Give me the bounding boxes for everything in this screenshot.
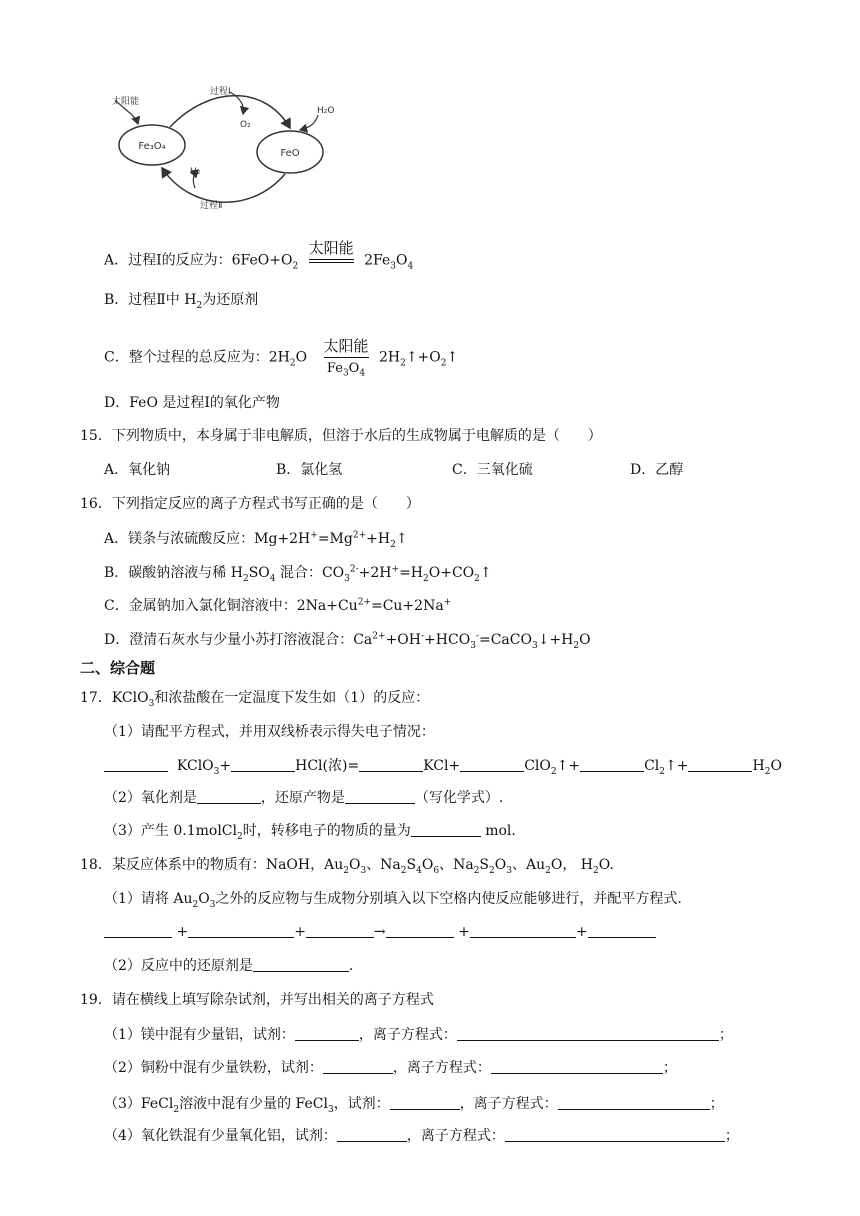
q19-i4-text: （4）氧化铁混有少量氧化铝，试剂： bbox=[104, 1128, 337, 1144]
q14-a-product: 2Fe bbox=[364, 252, 391, 269]
q16-c-text: C．金属钠加入氯化铜溶液中：2Na+Cu bbox=[104, 598, 358, 614]
q18-stem-text: 18．某反应体系中的物质有：NaOH，Au bbox=[80, 857, 344, 873]
solar-label: 太阳能 bbox=[112, 97, 140, 107]
q19-ion-label-2: ，离子方程式： bbox=[392, 1060, 491, 1076]
q17-stem-post: 和浓盐酸在一定温度下发生如（1）的反应： bbox=[154, 690, 430, 706]
q19-reagent-1[interactable] bbox=[295, 1026, 359, 1041]
q19-ion-label-4: ，离子方程式： bbox=[406, 1128, 505, 1144]
q19-i3-mid: 溶液中混有少量的 FeCl bbox=[179, 1096, 328, 1112]
q19-item-1: （1）镁中混有少量铝，试剂： ，离子方程式： ； bbox=[104, 1027, 733, 1043]
q15-option-a: A．氧化钠 bbox=[104, 462, 171, 478]
q17-stem-pre: 17．KClO bbox=[80, 690, 149, 706]
q14-c-product: 2H bbox=[378, 349, 401, 366]
h2o-label: H₂O bbox=[317, 106, 335, 116]
q14-d-text: D．FeO 是过程Ⅰ的氧化产物 bbox=[104, 395, 280, 411]
q16-a-text: A．镁条与浓硫酸反应：Mg+2H bbox=[104, 531, 311, 547]
q16-option-d: D．澄清石灰水与少量小苏打溶液混合：$Ca^{2+}+OH^-+HCO_3^-=CaCO_3↓+H_2O$ bbox=[104, 631, 591, 651]
q14-c-cond-bot: Fe bbox=[326, 361, 343, 376]
q15-option-c: C．三氧化硫 bbox=[452, 462, 533, 478]
q19-item-2: （2）铜粉中混有少量铁粉，试剂： ，离子方程式： ； bbox=[104, 1060, 677, 1076]
q19-i2-text: （2）铜粉中混有少量铁粉，试剂： bbox=[104, 1060, 323, 1076]
q17-p3-c: mol． bbox=[485, 823, 526, 839]
q19-reagent-3[interactable] bbox=[390, 1095, 460, 1110]
q19-stem: 19．请在横线上填写除杂试剂，并写出相关的离子方程式 bbox=[80, 992, 434, 1008]
q18-stem: 18．某反应体系中的物质有：NaOH，$Au_2O_3$、$Na_2S_4O_6$、$Na_2S_2O_3$、$Au_2O$， $H_2O$. bbox=[80, 857, 614, 876]
q16-stem: 16．下列指定反应的离子方程式书写正确的是（ ） bbox=[80, 496, 420, 512]
q17-electron-blank[interactable] bbox=[411, 822, 481, 837]
q17-product-blank[interactable] bbox=[345, 789, 415, 804]
q18-blank-2[interactable] bbox=[188, 923, 294, 938]
q19-reagent-4[interactable] bbox=[337, 1127, 407, 1142]
q19-ion-label-3: ，离子方程式： bbox=[459, 1096, 558, 1112]
q15-stem: 15．下列物质中，本身属于非电解质，但溶于水后的生成物属于电解质的是（ ） bbox=[80, 428, 602, 444]
h2o-arrow bbox=[300, 115, 318, 130]
q14-c-o: O bbox=[295, 349, 308, 366]
q18-part2: （2）反应中的还原剂是 . bbox=[104, 958, 354, 974]
q18-blank-6[interactable] bbox=[588, 923, 656, 938]
q17-part2 bbox=[104, 788, 503, 808]
q14-b-text: B．过程Ⅱ中 H bbox=[104, 292, 197, 308]
q19-reagent-2[interactable] bbox=[323, 1059, 393, 1074]
q18-p2-text: （2）反应中的还原剂是 bbox=[104, 958, 253, 974]
q16-option-c: C．金属钠加入氯化铜溶液中：$2Na+Cu^{2+}=Cu+2Na^+$ bbox=[104, 597, 452, 614]
q17-stem: 17．KClO$_3$和浓盐酸在一定温度下发生如（1）的反应： bbox=[80, 690, 430, 709]
q16-option-a: A．镁条与浓硫酸反应：$Mg+2H^+=Mg^{2+}+H_2↑$ bbox=[104, 530, 408, 550]
q18-equation: + + → + + bbox=[104, 922, 656, 942]
process2-label: 过程Ⅱ bbox=[200, 201, 223, 211]
q14-b-post: 为还原剂 bbox=[202, 292, 259, 308]
q19-ion-label-1: ，离子方程式： bbox=[358, 1027, 457, 1043]
q16-option-b: B．碳酸钠溶液与稀 $H_2SO_4$ 混合：$CO_3^{2-}+2H^+=H_2O+CO_2↑$ bbox=[104, 564, 492, 584]
q14-c-condition: $\frac{\text{太阳能}}{Fe_3O_4}$ bbox=[323, 337, 369, 379]
q14-c-cond-top: 太阳能 bbox=[323, 337, 369, 355]
q17-blank-5[interactable] bbox=[580, 757, 644, 772]
q18-p1-pre: （1）请将 Au bbox=[104, 891, 193, 907]
q17-p2-a: （2）氧化剂是 bbox=[104, 790, 197, 806]
q14-option-d bbox=[104, 393, 280, 413]
q14-option-a: A．过程Ⅰ的反应为：$6FeO+O_2$ 太阳能 $2Fe_3O_4$ bbox=[104, 238, 413, 283]
q14-option-b: B．过程Ⅱ中 $H_2$为还原剂 bbox=[104, 292, 259, 311]
q18-p1-post: 之外的反应物与生成物分别填入以下空格内使反应能够进行，并配平方程式. bbox=[215, 891, 682, 907]
q17-oxidant-blank[interactable] bbox=[197, 789, 261, 804]
h2-label: H₂ bbox=[190, 167, 201, 177]
q19-equation-3[interactable] bbox=[558, 1095, 710, 1110]
q14-a-cond-text: 太阳能 bbox=[308, 239, 354, 257]
q17-blank-4[interactable] bbox=[460, 757, 524, 772]
q19-item-4: （4）氧化铁混有少量氧化铝，试剂： ，离子方程式： ； bbox=[104, 1128, 739, 1144]
q17-p2-c: （写化学式）. bbox=[414, 790, 504, 806]
q19-i3-post: ，试剂： bbox=[333, 1096, 390, 1112]
q18-part1: （1）请将 $Au_2O_3$之外的反应物与生成物分别填入以下空格内使反应能够进行，并配平方程式. bbox=[104, 891, 682, 910]
o2-label: O₂ bbox=[240, 120, 251, 130]
q15-option-b: B．氯化氢 bbox=[276, 462, 343, 478]
q14-option-c: C．整个过程的总反应为：$2H_2O$ $\frac{\text{太阳能}}{Fe_3O_4}$ $2H_2↑+O_2↑$ bbox=[104, 337, 459, 379]
process1-arrow bbox=[170, 96, 290, 128]
section-heading: 二、综合题 bbox=[80, 659, 156, 677]
q17-blank-6[interactable] bbox=[688, 757, 752, 772]
q19-equation-2[interactable] bbox=[491, 1059, 663, 1074]
q18-blank-3[interactable] bbox=[306, 923, 374, 938]
feo-label: FeO bbox=[280, 148, 300, 159]
q17-part3: （3）产生 0.1molCl$_2$时，转移电子的物质的量为 mol． bbox=[104, 823, 526, 842]
q17-p3-b: 时，转移电子的物质的量为 bbox=[242, 823, 411, 839]
q18-reductant-blank[interactable] bbox=[253, 957, 349, 972]
q18-blank-4[interactable] bbox=[386, 923, 454, 938]
fe3o4-label: Fe₃O₄ bbox=[138, 141, 166, 152]
q17-blank-2[interactable] bbox=[231, 757, 295, 772]
q16-b-text: B．碳酸钠溶液与稀 H bbox=[104, 565, 243, 581]
q14-c-text: C．整个过程的总反应为：2H bbox=[104, 349, 290, 366]
q19-item-3: （3）FeCl$_2$溶液中混有少量的 FeCl$_3$，试剂： ，离子方程式： ； bbox=[104, 1096, 724, 1115]
q17-p3-a: （3）产生 0.1molCl bbox=[104, 823, 237, 839]
q19-i1-text: （1）镁中混有少量铝，试剂： bbox=[104, 1027, 295, 1043]
q17-blank-3[interactable] bbox=[359, 757, 423, 772]
q17-part1: （1）请配平方程式，并用双线桥表示得失电子情况： bbox=[104, 724, 435, 740]
q14-a-text: A．过程Ⅰ的反应为：6FeO+O bbox=[104, 252, 293, 269]
q17-p2-b: ，还原产物是 bbox=[260, 790, 345, 806]
process1-label: 过程Ⅰ bbox=[210, 87, 231, 97]
q16-d-text: D．澄清石灰水与少量小苏打溶液混合：Ca bbox=[104, 632, 373, 648]
q19-i3-pre: （3）FeCl bbox=[104, 1096, 174, 1112]
q18-blank-5[interactable] bbox=[470, 923, 576, 938]
q17-blank-1[interactable] bbox=[104, 757, 168, 772]
q14-a-condition bbox=[309, 238, 354, 283]
reaction-cycle-diagram bbox=[100, 80, 350, 215]
q18-blank-1[interactable] bbox=[104, 923, 172, 938]
q17-equation: KClO$_3$+ HCl(浓)= KCl+ ClO$_2$↑+ $Cl_2↑+ H_2O$ bbox=[104, 756, 782, 776]
process2-arrow bbox=[162, 168, 285, 202]
q19-equation-1[interactable] bbox=[457, 1026, 719, 1041]
q19-equation-4[interactable] bbox=[505, 1127, 725, 1142]
q15-option-d: D．乙醇 bbox=[630, 462, 684, 478]
